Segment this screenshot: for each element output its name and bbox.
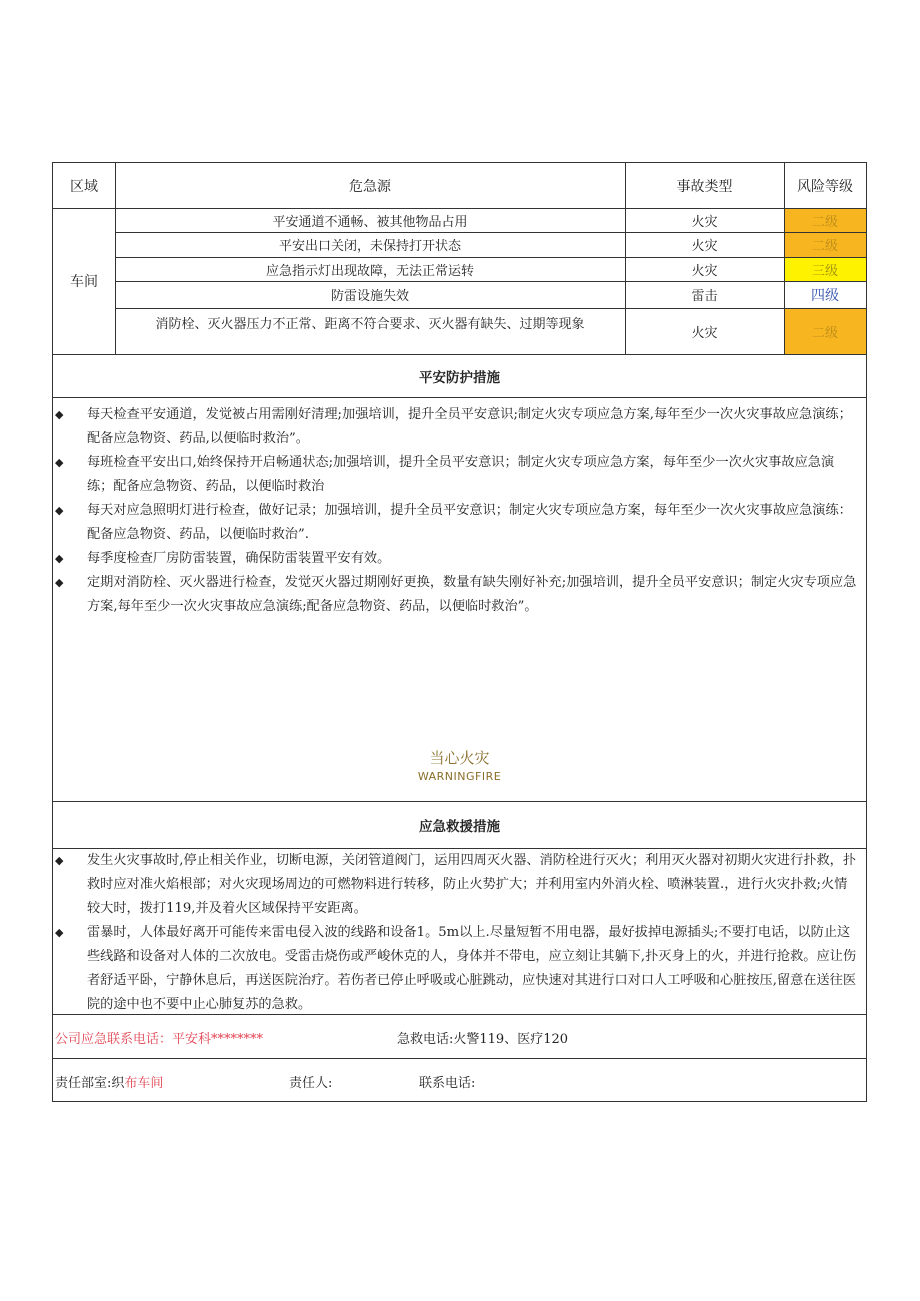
- type-cell: 火灾: [691, 263, 718, 279]
- header-risk-level: 风险等级: [797, 178, 853, 195]
- responsible-dept: 责任部室:织布车间: [55, 1076, 164, 1091]
- hazard-cell: 应急指示灯出现故障，无法正常运转: [265, 263, 474, 279]
- company-contact: 公司应急联系电话：平安科********: [55, 1032, 264, 1047]
- type-cell: 火灾: [691, 214, 718, 230]
- warning-caption: [53, 747, 866, 783]
- hazard-cell: 防雷设施失效: [330, 289, 409, 304]
- risk-badge: 四级: [784, 281, 866, 308]
- hazard-cell: 消防栓、灭火器压力不正常、距离不符合要求、灭火器有缺失、过期等现象: [155, 317, 585, 332]
- hazard-cell: 平安出口关闭，未保持打开状态: [278, 239, 461, 254]
- safety-card: [52, 162, 867, 1102]
- list-item: ◆ 发生火灾事故时,停止相关作业，切断电源，关闭管道阀门，运用四周灭火器、消防栓进行灭火；利用灭火器对初期火灾进行扑救，扑救时应对准火焰根部；对火灾现场周边的可燃物料进行转移，防止火势扩大；并利用室内外消火栓、喷淋装置.，进行火灾扑救;火情较大时，拨打119,并及着火区域保持平安距离。: [55, 853, 857, 916]
- list-item: ◆ 定期对消防栓、灭火器进行检查，发觉灭火器过期刚好更换，数量有缺失刚好补充;加强培训，提升全员平安意识；制定火灾专项应急方案,每年至少一次火灾事故应急演练;配备应急物资、药品，以便临时救治”。: [55, 575, 857, 614]
- list-item: ◆ 每季度检查厂房防雷装置，确保防雷装置平安有效。: [55, 551, 391, 566]
- risk-badge: 二级: [784, 232, 866, 257]
- header-area: 区域: [70, 178, 98, 195]
- type-cell: 火灾: [691, 325, 718, 341]
- list-item: ◆ 每班检查平安出口,始终保持开启畅通状态;加强培训，提升全员平安意识；制定火灾专项应急方案，每年至少一次火灾事故应急演练；配备应急物资、药品，以便临时救治: [55, 455, 835, 494]
- safety-section-title: 平安防护措施: [419, 369, 500, 386]
- rescue-list: [53, 849, 866, 1017]
- hazard-cell: 平安通道不通畅、被其他物品占用: [272, 214, 468, 230]
- type-cell: 火灾: [691, 239, 718, 254]
- area-cell: 车间: [70, 274, 98, 290]
- header-accident-type: 事故类型: [676, 178, 733, 195]
- list-item: ◆ 每天检查平安通道，发觉被占用需刚好清理;加强培训，提升全员平安意识;制定火灾专项应急方案,每年至少一次火灾事故应急演练；配备应急物资、药品,以便临时救治”。: [55, 407, 852, 446]
- responsible-person: 责任人:: [289, 1076, 333, 1091]
- safety-list: [53, 403, 866, 619]
- emergency-phone: 急救电话:火警119、医疗120: [397, 1032, 569, 1047]
- risk-badge: 二级: [784, 208, 866, 232]
- list-item: ◆ 雷暴时，人体最好离开可能传来雷电侵入波的线路和设备1。5m以上.尽量短暂不用电器，最好拔掉电源插头;不要打电话，以防止这些线路和设备对人体的二次放电。受雷击烧伤或严峻休克的人，身体并不带电，应立刻让其躺下,扑灭身上的火，并进行抢救。应让伤者舒适平卧，宁静休息后，再送医院治疗。若伤者已停止呼吸或心脏跳动，应快速对其进行口对口人工呼吸和心脏按压,留意在送往医院的途中也不要中止心肺复苏的急救。: [55, 925, 857, 1012]
- header-hazard: 危急源: [349, 178, 391, 195]
- risk-badge: 三级: [784, 257, 866, 281]
- risk-badge: 二级: [784, 308, 866, 354]
- type-cell: 雷击: [691, 289, 718, 304]
- warning-subtitle: WARNINGFIRE: [417, 770, 502, 783]
- warning-title: 当心火灾: [429, 749, 490, 767]
- list-item: ◆ 每天对应急照明灯进行检查，做好记录；加强培训，提升全员平安意识；制定火灾专项应急方案，每年至少一次火灾事故应急演练：配备应急物资、药品，以便临时救治”.: [55, 503, 852, 542]
- rescue-section-title: 应急救援措施: [419, 818, 500, 835]
- contact-phone: 联系电话:: [419, 1076, 476, 1091]
